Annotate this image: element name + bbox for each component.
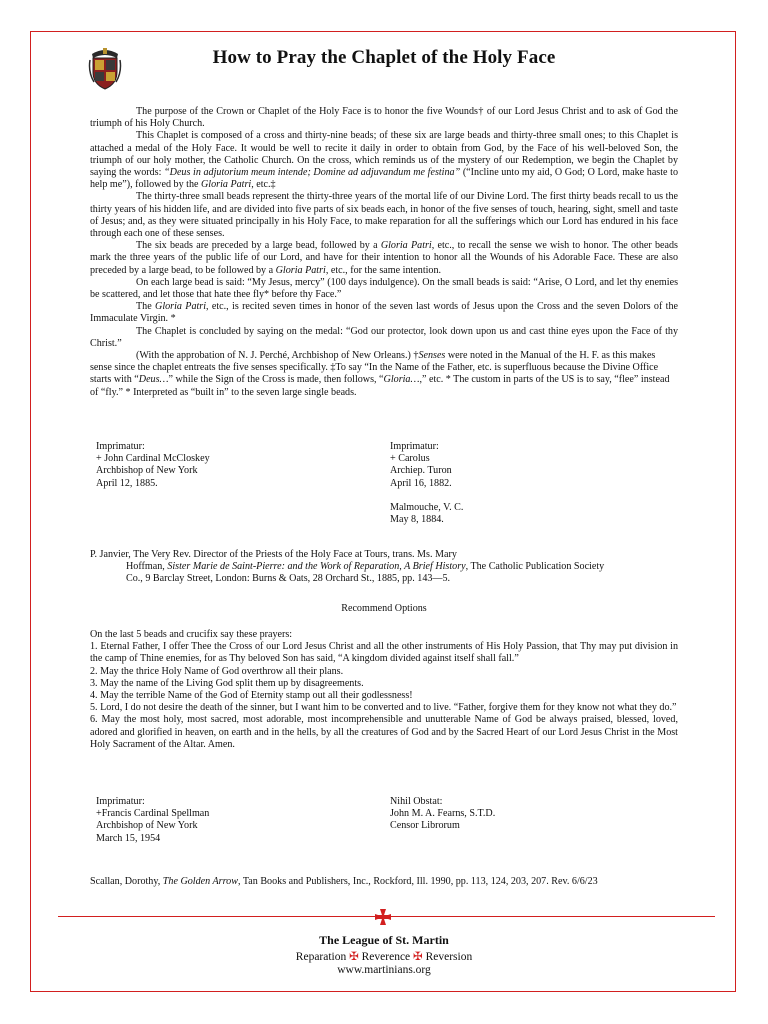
citation-janvier: P. Janvier, The Very Rev. Director of the Priests of the Holy Face at Tours, trans. Ms. Mary Hoffman, Sister Marie de Saint-Pierre: and the Work of Reparation, A Brief History, The Catholic Publication Society Co., 9 Barclay Street, London: Burns & Oats, 28 Orchard St., 1885, pp. 143—5. bbox=[90, 549, 605, 585]
cross-pattee-icon bbox=[375, 909, 391, 925]
paragraph: On each large bead is said: “My Jesus, mercy” (100 days indulgence). On the small beads is said: “Arise, O Lord, and let thy enemies be scattered, and let those that hate thee fly* before thy Face.” bbox=[90, 276, 678, 301]
maltese-cross-icon: ✠ bbox=[413, 951, 423, 963]
list-item: 2. May the thrice Holy Name of God overthrow all their plans. bbox=[90, 665, 344, 677]
nihil-obstat: Nihil Obstat: John M. A. Fearns, S.T.D. Censor Librorum bbox=[390, 796, 496, 832]
paragraph: The six beads are preceded by a large bead, followed by a Gloria Patri, etc., to recall the sense we wish to honor. The other beads mark the three years of the public life of our Lord, and have for their intention to honor all the Wounds of his Adorable Face. These are also preceded by a large bead, to be followed by a Gloria Patri, etc., for the same intention. bbox=[90, 240, 678, 276]
paragraph: The purpose of the Crown or Chaplet of the Holy Face is to honor the five Wounds† of our Lord Jesus Christ and to ask of God the triumph of his Holy Church. bbox=[90, 106, 678, 130]
footer-divider-right bbox=[391, 916, 715, 917]
footer-divider-left bbox=[58, 916, 376, 917]
intro-text bbox=[90, 106, 678, 399]
list-item: 4. May the terrible Name of the God of Eternity stamp out all their godlessness! bbox=[90, 690, 413, 702]
paragraph: The Gloria Patri, etc., is recited seven times in honor of the seven last words of Jesus upon the Cross and the seven Dolors of the Immaculate Virgin. * bbox=[90, 301, 678, 325]
maltese-cross-icon: ✠ bbox=[349, 951, 359, 963]
list-item: 3. May the name of the Living God split them up by disagreements. bbox=[90, 677, 364, 689]
paragraph: This Chaplet is composed of a cross and thirty-nine beads; of these six are large beads and thirty-three small ones; to this Chaplet is attached a medal of the Holy Face. It would be well to recite it daily in order to obtain from God, by the Face of his well-beloved Son, the triumph of our holy mother, the Catholic Church. On the cross, which reminds us of the mystery of our Redemption, we begin the Chaplet by saying the words: “Deus in adjutorium meum intende; Domine ad adjuvandum me festina” (“Incline unto my aid, O God; O Lord, make haste to help me”), followed by the Gloria Patri, etc.‡ bbox=[90, 130, 678, 191]
organization-name: The League of St. Martin bbox=[319, 933, 449, 947]
list-item: On the last 5 beads and crucifix say these prayers: bbox=[90, 629, 293, 640]
website-link[interactable]: www.martinians.org bbox=[337, 964, 431, 976]
recommend-heading: Recommend Options bbox=[341, 603, 427, 614]
citation-scallan: Scallan, Dorothy, The Golden Arrow, Tan Books and Publishers, Inc., Rockford, Ill. 1990, pp. 113, 124, 203, 207. Rev. 6/6/23 bbox=[90, 876, 598, 887]
organization-motto: Reparation ✠ Reverence ✠ Reversion bbox=[295, 951, 473, 963]
revision-date: 6/6/23 bbox=[571, 876, 598, 887]
paragraph: The thirty-three small beads represent the thirty-three years of the mortal life of our Divine Lord. The first thirty beads recall to us the thirty years of his hidden life, and are divided into five parts of six beads each, in honor of the five senses of touch, hearing, sight, smell and taste of Jesus; and, as they were situated principally in his Holy Face, to make reparation for all the sufferings which our Lord has endured in his face through each one of these senses. bbox=[90, 191, 678, 240]
imprimatur-spellman: Imprimatur: +Francis Cardinal Spellman Archbishop of New York March 15, 1954 bbox=[96, 796, 210, 844]
imprimatur-mccloskey: Imprimatur: + John Cardinal McCloskey Archbishop of New York April 12, 1885. bbox=[96, 441, 210, 489]
list-item: 1. Eternal Father, I offer Thee the Cross of our Lord Jesus Christ and all the other instruments of His Holy Passion, that Thy may put division in the camp of Thine enemies, for as Thy beloved Son has said, “A kingdom divided against itself shall fall.” bbox=[90, 641, 678, 665]
prayer-list bbox=[90, 629, 678, 751]
paragraph-notes: (With the approbation of N. J. Perché, Archbishop of New Orleans.) †Senses were noted in the Manual of the H. F. as this makes sense since the chaplet entreats the five senses specifically. ‡To say “In the Name of the Father, etc. is superfluous because the Divine Office starts with “Deus…” while the Sign of the Cross is made, then follows, “Gloria…,” etc. * The custom in parts of the US is to say, “flee” instead of “fly.” * Interpreted as “built in” to the seven large single beads. bbox=[90, 350, 670, 398]
list-item: 6. May the most holy, most sacred, most adorable, most incomprehensible and unutterable Name of God be always praised, blessed, loved, adored and glorified in heaven, on earth and in the hells, by all the creatures of God and by the Sacred Heart of our Lord Jesus Christ in the Most Holy Sacrament of the Altar. Amen. bbox=[90, 714, 678, 750]
page-title: How to Pray the Chaplet of the Holy Face bbox=[212, 47, 556, 68]
imprimatur-carolus: Imprimatur: + Carolus Archiep. Turon April 16, 1882. Malmouche, V. C. May 8, 1884. bbox=[390, 441, 464, 526]
list-item: 5. Lord, I do not desire the death of the sinner, but I want him to be converted and to live. “Father, forgive them for they know not what they do.” bbox=[90, 702, 677, 714]
paragraph: The Chaplet is concluded by saying on the medal: “God our protector, look down upon us and cast thine eyes upon the Face of thy Christ.” bbox=[90, 325, 678, 349]
